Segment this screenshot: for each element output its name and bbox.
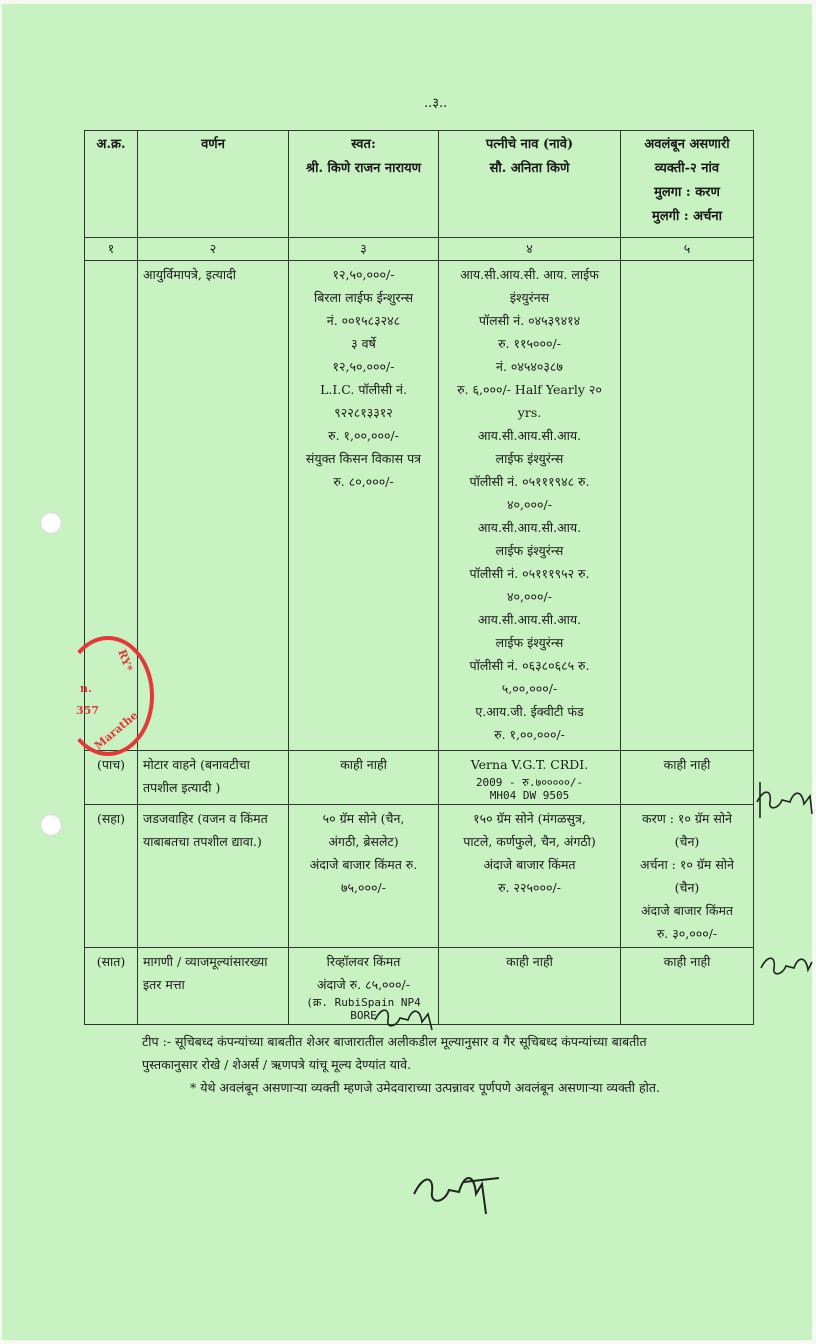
row-desc: मोटार वाहने (बनावटीचा तपशील इत्यादी ) — [138, 751, 289, 805]
cell-line: अंदाजे रु. ८५,०००/- — [316, 977, 410, 992]
red-seal-stamp: n. 357 Marathe RY* — [62, 636, 154, 756]
cell-line: पॉलीसी नं. ०५१११९४८ रु. — [469, 474, 590, 489]
row-dep — [621, 261, 754, 751]
cell-line: आय.सी.आय.सी. आय. लाईफ — [460, 267, 599, 282]
cell-line: लाईफ इंश्युरंन्स — [495, 635, 564, 650]
cell-line: पॉलीसी नं. ०६३८०६८५ रु. — [469, 658, 590, 673]
footnote-line: पुस्तकानुसार रोखे / शेअर्स / ऋणपत्रे यांचू मूल्य देण्यांत यावे. — [142, 1057, 412, 1072]
cell-line: पाटले, कर्णफुले, चैन, अंगठी) — [463, 834, 596, 849]
cell-line: ७५,०००/- — [341, 880, 386, 895]
cell-line: MH04 DW 9505 — [489, 789, 570, 802]
row-sr: (पाच) — [85, 751, 138, 805]
cell-line: काही नाही — [340, 757, 387, 772]
row-spouse — [439, 751, 621, 805]
row-self — [289, 261, 439, 751]
cell-line: ४०,०००/- — [507, 497, 552, 512]
row-desc: आयुर्विमापत्रे, इत्यादी — [138, 261, 289, 751]
cell-line: ४०,०००/- — [507, 589, 552, 604]
signature-right-1 — [752, 780, 816, 820]
row-spouse — [439, 805, 621, 948]
cell-line: काही नाही — [663, 954, 711, 969]
header-self: स्वत: श्री. किणे राजन नारायण — [289, 131, 439, 238]
cell-line: पॉलीसी नं. ०५१११९५२ रु. — [469, 566, 590, 581]
cell-line: १५० ग्रॅम सोने (मंगळसुत्र, — [473, 811, 586, 826]
cell-line: काही नाही — [663, 757, 711, 772]
cell-line: काही नाही — [506, 954, 553, 969]
cell-line: अंदाजे बाजार किंमत — [483, 857, 576, 872]
handwritten-vehicle-note — [444, 776, 615, 802]
cell-line: रु. ३०,०००/- — [656, 926, 718, 941]
signature-bottom — [404, 1164, 504, 1224]
col-number: ५ — [621, 238, 754, 261]
col-number: २ — [138, 238, 289, 261]
cell-line: 2009 - रु.७०००००/- — [475, 776, 584, 789]
signature-right-2 — [756, 946, 814, 986]
cell-line: संयुक्त किसन विकास पत्र — [305, 451, 422, 466]
page-number: ..३.. — [424, 96, 448, 111]
row-dep — [621, 948, 754, 1025]
cell-line: ए.आय.जी. ईक्वीटी फंड — [475, 704, 584, 719]
cell-line: रु. २२५०००/- — [498, 880, 561, 895]
row-self — [289, 805, 439, 948]
cell-line: ९२२८१३३१२ — [334, 405, 393, 420]
cell-line: रु. ६,०००/- Half Yearly २० — [457, 382, 602, 397]
cell-line: (चैन) — [674, 834, 700, 849]
cell-line: ३ वर्षे — [351, 336, 376, 351]
table-row — [85, 805, 754, 948]
footnote — [142, 1030, 762, 1099]
col-number: ४ — [439, 238, 621, 261]
cell-line: रु. ११५०००/- — [498, 336, 561, 351]
cell-line: रु. ८०,०००/- — [333, 474, 394, 489]
cell-line: (चैन) — [674, 880, 700, 895]
row-self — [289, 751, 439, 805]
cell-line: अर्चना : १० ग्रॅम सोने — [640, 857, 734, 872]
cell-line: लाईफ इंश्युरंन्स — [495, 451, 564, 466]
cell-line: नं. ००१५८३२४८ — [326, 313, 401, 328]
row-sr: (सात) — [85, 948, 138, 1025]
row-desc: जडजवाहिर (वजन व किंमत याबाबतचा तपशील द्यावा.) — [138, 805, 289, 948]
cell-line: अंदाजे बाजार किंमत रु. — [309, 857, 418, 872]
cell-line: अंदाजे बाजार किंमत — [640, 903, 734, 918]
cell-line: लाईफ इंश्युरंन्स — [495, 543, 564, 558]
header-desc: वर्णन — [138, 131, 289, 238]
cell-line: अंगठी, ब्रेसलेट) — [328, 834, 399, 849]
cell-line: करण : १० ग्रॅम सोने — [641, 811, 732, 826]
col-number: १ — [85, 238, 138, 261]
table-header-row — [85, 131, 754, 238]
row-dep — [621, 751, 754, 805]
cell-line: इंश्युरंनस — [509, 290, 550, 305]
cell-line: रिव्हॉलवर किंमत — [326, 954, 401, 969]
cell-line: (क्र. RubiSpain NP4 BORE — [306, 996, 421, 1022]
cell-line: पॉलसी नं. ०४५३९४१४ — [478, 313, 581, 328]
cell-line: बिरला लाईफ ईन्शुरन्स — [313, 290, 414, 305]
asset-table — [84, 130, 754, 1025]
col-number: ३ — [289, 238, 439, 261]
cell-line: yrs. — [517, 405, 542, 420]
table-row — [85, 261, 754, 751]
footnote-line: टीप :- सूचिबध्द कंपन्यांच्या बाबतीत शेअर बाजारातील अलीकडील मूल्यानुसार व गैर सूचिबध्द कंपन्यांच्या बाबतीत — [142, 1034, 647, 1049]
punch-hole — [40, 512, 62, 534]
cell-line: नं. ०४५४०३८७ — [496, 359, 563, 374]
table-row — [85, 751, 754, 805]
cell-line: आय.सी.आय.सी.आय. — [477, 612, 582, 627]
cell-line: १२,५०,०००/- — [332, 359, 395, 374]
cell-line: ५० ग्रॅम सोने (चैन, — [322, 811, 405, 826]
cell-line: ५,००,०००/- — [501, 681, 558, 696]
header-dependents: अवलंबून असणारी व्यक्ती-२ नांव मुलगा : करण मुलगी : अर्चना — [621, 131, 754, 238]
row-dep — [621, 805, 754, 948]
cell-line: Verna V.G.T. CRDI. — [470, 757, 589, 772]
row-spouse — [439, 261, 621, 751]
cell-line: आय.सी.आय.सी.आय. — [477, 520, 582, 535]
header-spouse: पत्नीचे नाव (नावे) सौ. अनिता किणे — [439, 131, 621, 238]
row-sr: (सहा) — [85, 805, 138, 948]
header-sr: अ.क्र. — [85, 131, 138, 238]
punch-hole — [40, 814, 62, 836]
row-spouse — [439, 948, 621, 1025]
signature-middle — [370, 1000, 440, 1034]
cell-line: आय.सी.आय.सी.आय. — [477, 428, 582, 443]
cell-line: १२,५०,०००/- — [332, 267, 395, 282]
footnote-line: * येथे अवलंबून असणाऱ्या व्यक्ती म्हणजे उमेदवाराच्या उत्पन्नावर पूर्णपणे अवलंबून असणाऱ्या व्यक्ती होत. — [190, 1080, 660, 1095]
cell-line: L.I.C. पॉलीसी नं. — [320, 382, 407, 397]
row-desc: मागणी / व्याजमूल्यांसारख्या इतर मत्ता — [138, 948, 289, 1025]
column-number-row — [85, 238, 754, 261]
cell-line: रु. १,००,०००/- — [494, 727, 565, 742]
cell-line: रु. १,००,०००/- — [328, 428, 399, 443]
